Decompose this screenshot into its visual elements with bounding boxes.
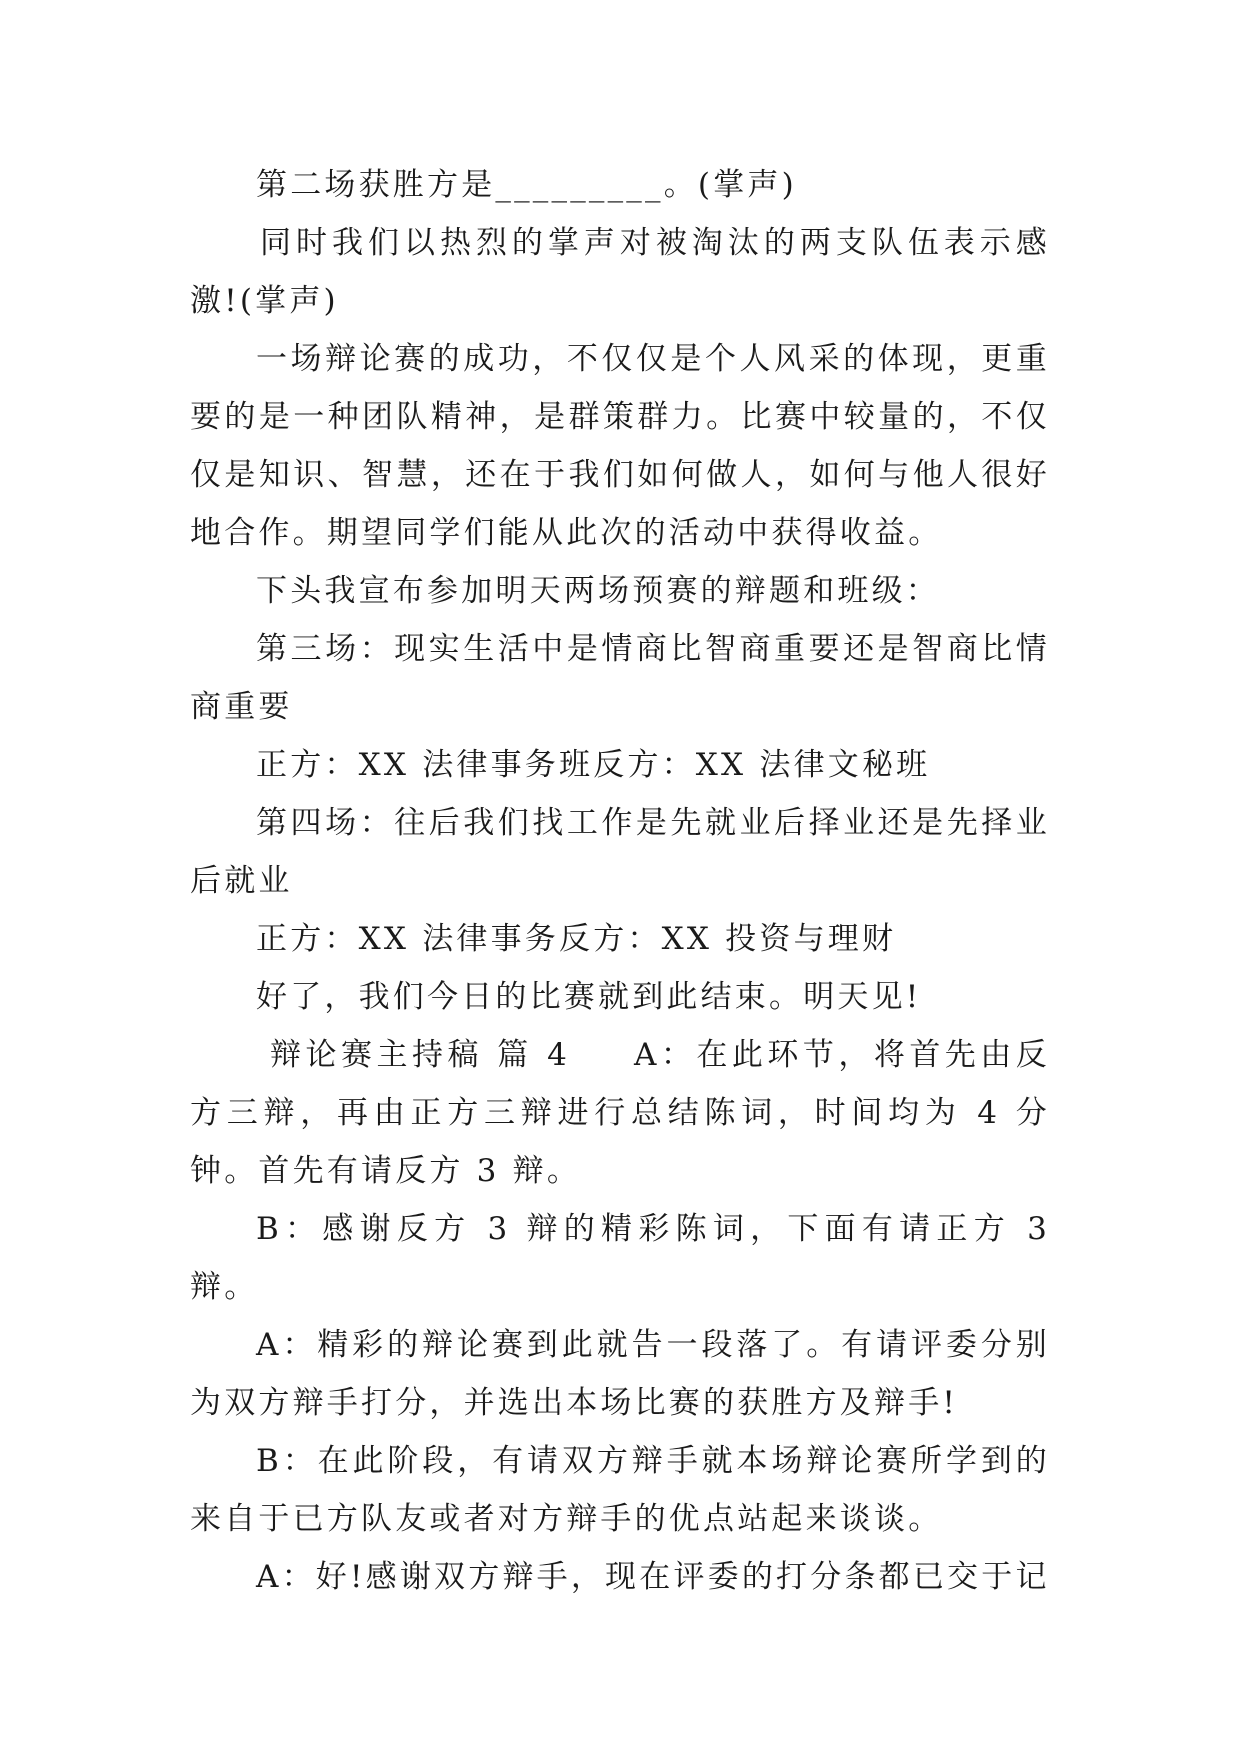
paragraph-closing: 好了，我们今日的比赛就到此结束。明天见! xyxy=(256,979,922,1015)
paragraph-third-match-topic: 第三场：现实生活中是情商比智商重要还是智商比情商重要 xyxy=(190,631,1050,725)
section-title: 辩论赛主持稿 篇 4 xyxy=(270,1037,571,1073)
paragraph-a-scores-submitted: A：好!感谢双方辩手，现在评委的打分条都已交于记 xyxy=(256,1559,1050,1595)
paragraph-fourth-match-topic: 第四场：往后我们找工作是先就业后择业还是先择业后就业 xyxy=(190,805,1050,899)
paragraph-script-4 xyxy=(190,1026,1050,1200)
paragraph-announce-topics: 下头我宣布参加明天两场预赛的辩题和班级： xyxy=(256,573,940,609)
paragraph-thanks-eliminated-teams: 同时我们以热烈的掌声对被淘汰的两支队伍表示感激!(掌声) xyxy=(190,225,1050,319)
paragraph-b-thanks-rebuttal: B：感谢反方 3 辩的精彩陈词，下面有请正方 3 辩。 xyxy=(190,1211,1050,1305)
paragraph-team-spirit: 一场辩论赛的成功，不仅仅是个人风采的体现，更重要的是一种团队精神，是群策群力。比赛中较量的，不仅仅是知识、智慧，还在于我们如何做人，如何与他人很好地合作。期望同学们能从此次的活动中获得收益。 xyxy=(190,341,1050,551)
document-body xyxy=(190,156,1050,1606)
paragraph-b-debaters-share: B：在此阶段，有请双方辩手就本场辩论赛所学到的来自于已方队友或者对方辩手的优点站起来谈谈。 xyxy=(190,1443,1050,1537)
section-body: A：在此环节，将首先由反方三辩，再由正方三辩进行总结陈词，时间均为 4 分钟。首先有请反方 3 辩。 xyxy=(190,1037,1050,1189)
paragraph-fourth-match-teams: 正方：XX 法律事务反方：XX 投资与理财 xyxy=(256,921,897,957)
paragraph-second-match-winner: 第二场获胜方是_________。(掌声) xyxy=(256,167,797,203)
paragraph-a-judges-score: A：精彩的辩论赛到此就告一段落了。有请评委分别为双方辩手打分，并选出本场比赛的获胜方及辩手! xyxy=(190,1327,1050,1421)
paragraph-third-match-teams: 正方：XX 法律事务班反方：XX 法律文秘班 xyxy=(256,747,931,783)
